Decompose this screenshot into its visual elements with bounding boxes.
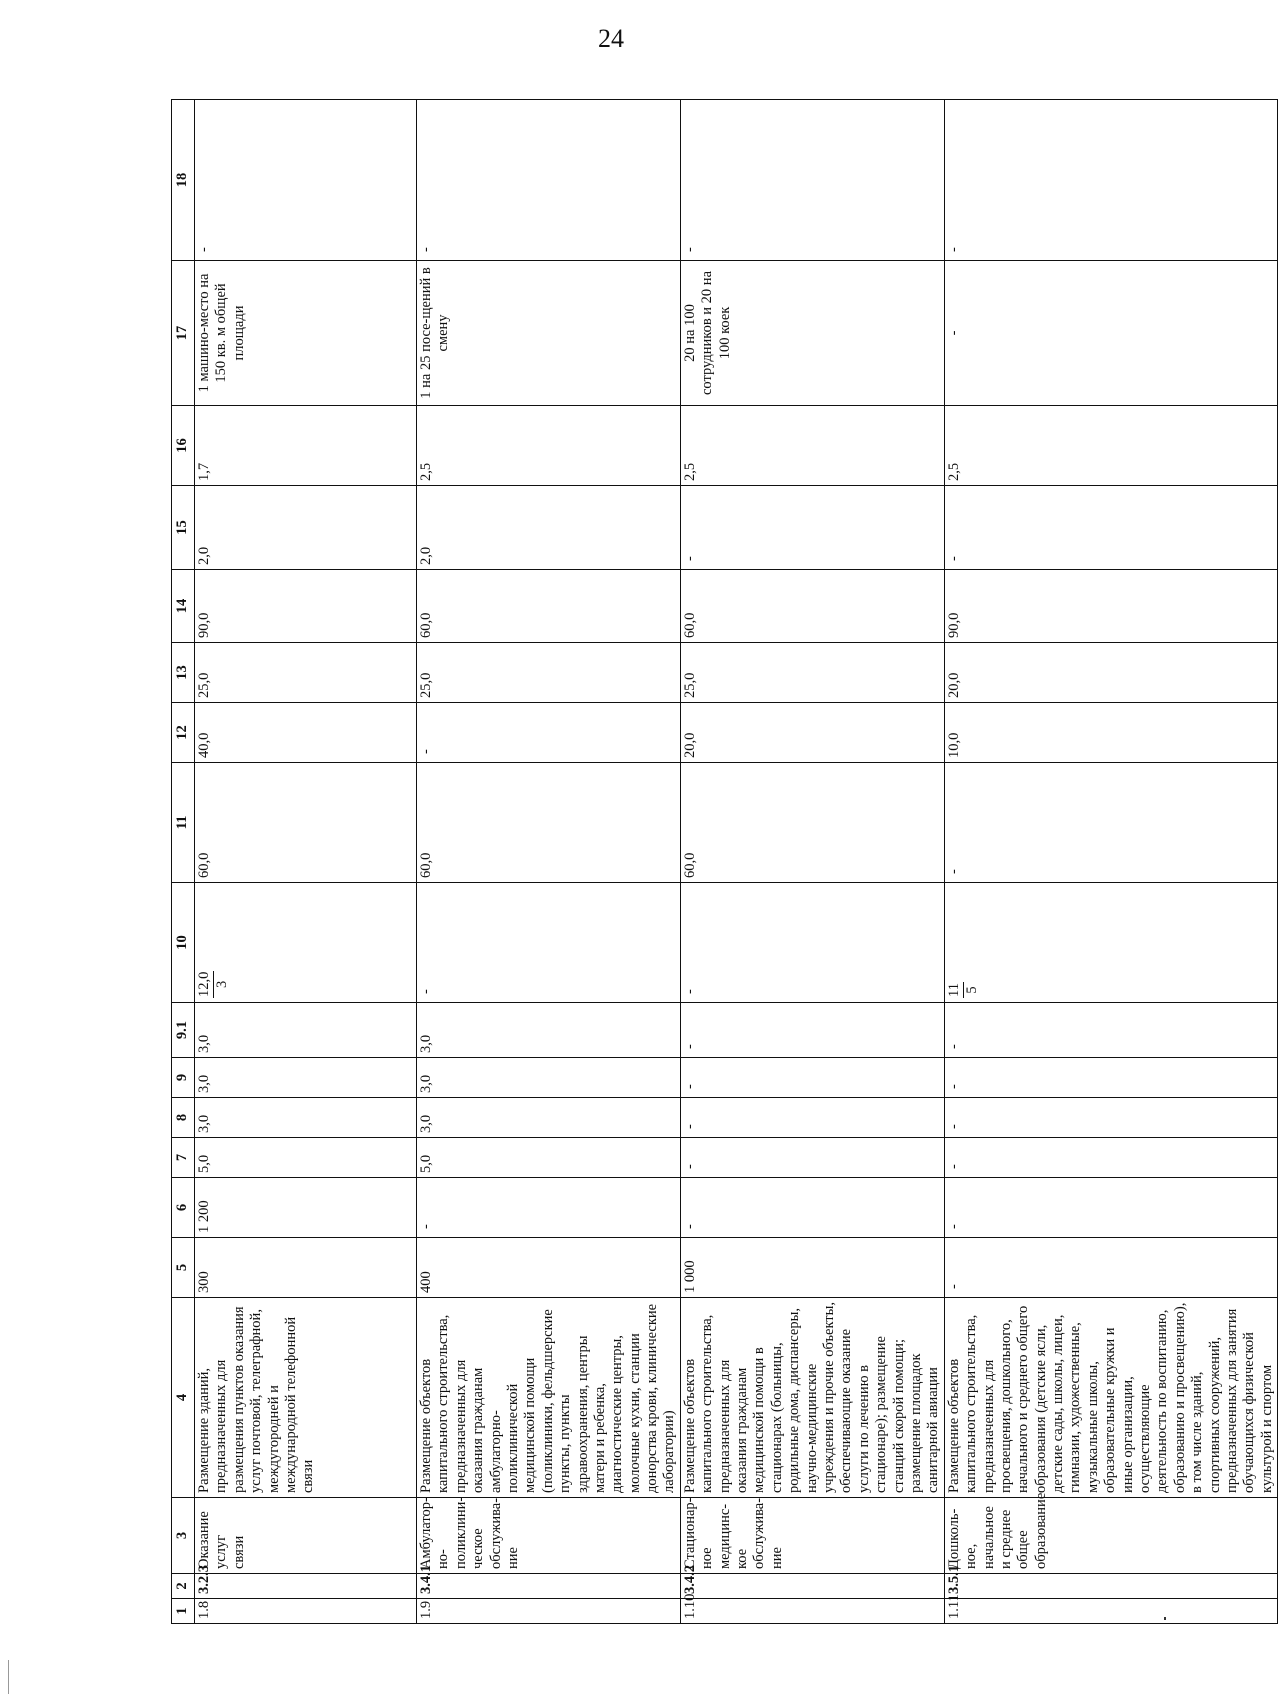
cell-value: 60,0 [680, 763, 944, 883]
cell-value: - [680, 1003, 944, 1058]
cell-value: 60,0 [417, 570, 681, 643]
cell-value: - [944, 763, 1277, 883]
cell-value: - [944, 1238, 1277, 1298]
cell-value: 3,0 [417, 1003, 681, 1058]
page-number: 24 [598, 24, 624, 53]
cell-value: - [944, 1178, 1277, 1238]
cell-value: 3,0 [195, 1098, 417, 1138]
cell-value: - [680, 1138, 944, 1178]
fraction-denominator: 3 [214, 980, 231, 988]
col-header: 14 [172, 570, 195, 643]
col-header: 6 [172, 1178, 195, 1238]
cell-use-name: Оказание услуг связи [195, 1498, 417, 1574]
cell-value: 90,0 [195, 570, 417, 643]
cell-value: - [417, 100, 681, 261]
cell-value: 3,0 [195, 1003, 417, 1058]
cell-description: Размещение зданий, предназначенных для размещения пунктов оказания услуг почтовой, телеграфной, междугородней и международной телефонной связи [195, 1298, 417, 1498]
fraction-value [946, 982, 982, 998]
cell-value: 90,0 [944, 570, 1277, 643]
cell-value: 2,0 [195, 486, 417, 570]
col-header: 12 [172, 703, 195, 763]
cell-code: 3.4.2 [680, 1574, 944, 1599]
col-header: 18 [172, 100, 195, 261]
cell-description: Размещение объектов капитального строительства, предназначенных для просвещения, дошкольного, начального и среднего общего образования (детские ясли, детские сады, школы, лицеи, гимназии, художественные, музыкальные школы, образовательные кружки и иные организации, осуществляющие деятельность по воспитанию, образованию и просвещению), в том числе зданий, спортивных сооружений, предназначенных для занятия обучающихся физической культурой и спортом [944, 1298, 1277, 1498]
cell-value: 5,0 [417, 1138, 681, 1178]
cell-value: - [417, 703, 681, 763]
col-header: 8 [172, 1098, 195, 1138]
cell-parking: - [944, 261, 1277, 406]
land-use-table [171, 99, 1278, 1624]
table-row [944, 100, 1277, 1624]
cell-value: 400 [417, 1238, 681, 1298]
cell-parking: 1 на 25 посе-щений в смену [417, 261, 681, 406]
cell-value: - [944, 1098, 1277, 1138]
fraction-numerator: 12,0 [196, 971, 214, 998]
cell-value: 25,0 [680, 643, 944, 703]
cell-value: 2,0 [417, 486, 681, 570]
col-header: 13 [172, 643, 195, 703]
cell-value: - [944, 100, 1277, 261]
cell-code: 3.2.3 [195, 1574, 417, 1599]
cell-fraction [195, 883, 417, 1003]
cell-value: 40,0 [195, 703, 417, 763]
cell-value: 25,0 [417, 643, 681, 703]
cell-value: - [680, 883, 944, 1003]
cell-value: 2,5 [417, 406, 681, 486]
cell-description: Размещение объектов капитального строительства, предназначенных для оказания гражданам медицинской помощи в стационарах (больницы, родильные дома, диспансеры, научно-медицинские учреждения и прочие объекты, обеспечивающие оказание услуги по лечению в стационаре); размещение станций скорой помощи; размещение площадок санитарной авиации [680, 1298, 944, 1498]
table-row [680, 100, 944, 1624]
cell-value: 60,0 [680, 570, 944, 643]
cell-row-number: 1.8 [195, 1599, 417, 1624]
col-header: 4 [172, 1298, 195, 1498]
cell-value: - [195, 100, 417, 261]
cell-value: - [680, 1178, 944, 1238]
cell-value: 1 200 [195, 1178, 417, 1238]
col-header: 15 [172, 486, 195, 570]
col-header: 10 [172, 883, 195, 1003]
scan-edge-line [8, 1660, 9, 1694]
cell-value: - [417, 1178, 681, 1238]
cell-value: 5,0 [195, 1138, 417, 1178]
cell-value: 1 000 [680, 1238, 944, 1298]
cell-parking: 1 машино-место на 150 кв. м общей площади [195, 261, 417, 406]
cell-value: - [944, 1003, 1277, 1058]
cell-value: 2,5 [680, 406, 944, 486]
col-header: 9.1 [172, 1003, 195, 1058]
cell-value: 3,0 [417, 1058, 681, 1098]
cell-value: 3,0 [417, 1098, 681, 1138]
col-header: 1 [172, 1599, 195, 1624]
cell-parking: 20 на 100 сотрудников и 20 на 100 коек [680, 261, 944, 406]
cell-value: 10,0 [944, 703, 1277, 763]
cell-use-name: Дошколь-ное, начальное и среднее общее образование [944, 1498, 1277, 1574]
cell-value: - [944, 1058, 1277, 1098]
cell-value: 300 [195, 1238, 417, 1298]
cell-value: - [680, 486, 944, 570]
col-header: 7 [172, 1138, 195, 1178]
col-header: 9 [172, 1058, 195, 1098]
scan-speck [1164, 1617, 1166, 1620]
cell-use-name: Амбулатор-но-поликлини-ческое обслужива-ние [417, 1498, 681, 1574]
cell-value: 1,7 [195, 406, 417, 486]
col-header: 17 [172, 261, 195, 406]
fraction-value [196, 971, 232, 998]
cell-value: 20,0 [680, 703, 944, 763]
cell-value: 60,0 [195, 763, 417, 883]
col-header: 16 [172, 406, 195, 486]
cell-code: 3.5.1 [944, 1574, 1277, 1599]
cell-row-number: 1.10 [680, 1599, 944, 1624]
cell-description: Размещение объектов капитального строительства, предназначенных для оказания гражданам амбулаторно-поликлинической медицинской помощи (поликлиники, фельдшерские пункты, пункты здравоохранения, центры матери и ребенка, диагностические центры, молочные кухни, станции донорства крови, клинические лаборатории) [417, 1298, 681, 1498]
cell-value: 3,0 [195, 1058, 417, 1098]
fraction-numerator: 11 [946, 982, 964, 998]
cell-value: 20,0 [944, 643, 1277, 703]
col-header: 5 [172, 1238, 195, 1298]
cell-fraction [944, 883, 1277, 1003]
col-header: 3 [172, 1498, 195, 1574]
table-row [417, 100, 681, 1624]
cell-value: - [944, 486, 1277, 570]
cell-value: 25,0 [195, 643, 417, 703]
cell-value: 60,0 [417, 763, 681, 883]
cell-value: 2,5 [944, 406, 1277, 486]
cell-row-number: 1.11 [944, 1599, 1277, 1624]
cell-value: - [417, 883, 681, 1003]
cell-value: - [680, 100, 944, 261]
cell-row-number: 1.9 [417, 1599, 681, 1624]
fraction-denominator: 5 [964, 986, 981, 994]
col-header: 2 [172, 1574, 195, 1599]
header-row [172, 100, 195, 1624]
cell-value: - [944, 1138, 1277, 1178]
cell-value: - [680, 1098, 944, 1138]
cell-value: - [680, 1058, 944, 1098]
cell-use-name: Стационар-ное медицинс-кое обслужива-ние [680, 1498, 944, 1574]
cell-code: 3.4.1 [417, 1574, 681, 1599]
rotated-table-wrapper [171, 100, 1275, 1624]
col-header: 11 [172, 763, 195, 883]
table-row [195, 100, 417, 1624]
